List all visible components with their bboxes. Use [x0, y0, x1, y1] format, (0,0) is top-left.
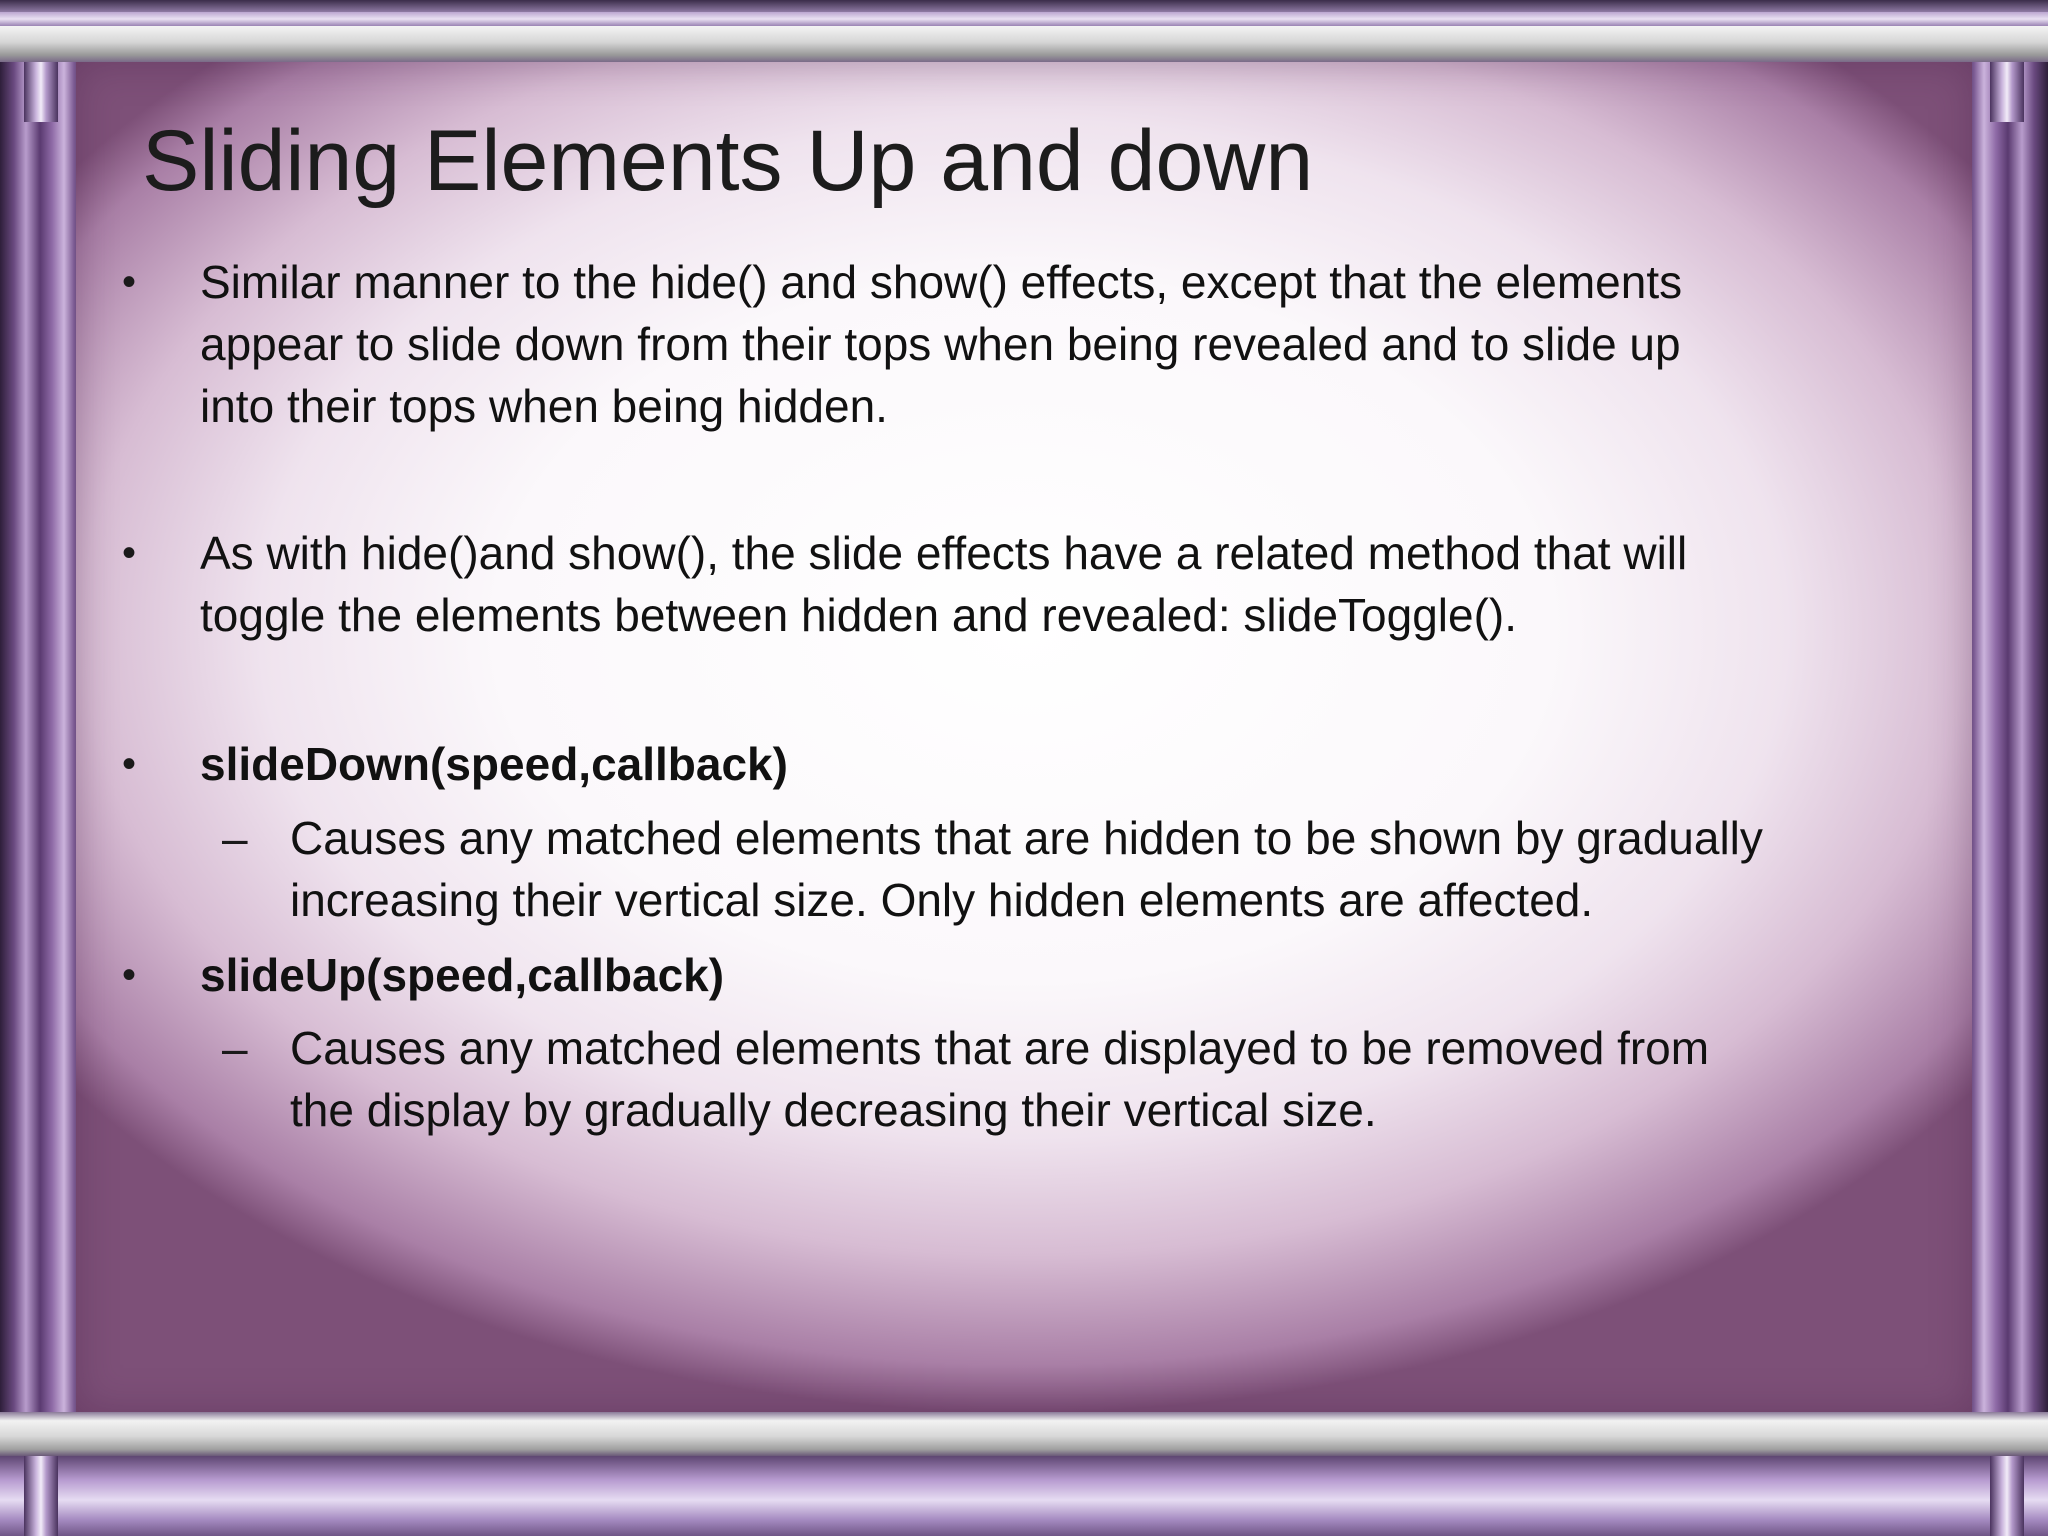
bullet-4-sub-line-2: the display by gradually decreasing their vertical size.: [290, 1084, 1377, 1136]
bullet-marker: •: [122, 531, 137, 575]
sub-bullet-marker: –: [222, 1022, 248, 1074]
bullet-1-line-2: appear to slide down from their tops when being revealed and to slide up: [200, 318, 1681, 370]
bullet-2-line-1: As with hide()and show(), the slide effects have a related method that will: [200, 527, 1688, 579]
bullet-4-sub-line-1: Causes any matched elements that are displayed to be removed from: [290, 1022, 1710, 1074]
bullet-1-line-1: Similar manner to the hide() and show() effects, except that the elements: [200, 256, 1683, 308]
bullet-marker: •: [122, 260, 137, 304]
bullet-1-line-3: into their tops when being hidden.: [200, 380, 888, 432]
bullet-3-heading: slideDown(speed,callback): [200, 738, 788, 790]
slide-title: Sliding Elements Up and down: [142, 113, 1314, 209]
bullet-marker: •: [122, 742, 137, 786]
bullet-marker: •: [122, 953, 137, 997]
bullet-3-sub-line-1: Causes any matched elements that are hidden to be shown by gradually: [290, 812, 1763, 864]
bullet-2-line-2: toggle the elements between hidden and revealed: slideToggle().: [200, 589, 1517, 641]
sub-bullet-marker: –: [222, 812, 248, 864]
bullet-3-sub-line-2: increasing their vertical size. Only hidden elements are affected.: [290, 874, 1594, 926]
bullet-4-heading: slideUp(speed,callback): [200, 949, 725, 1001]
